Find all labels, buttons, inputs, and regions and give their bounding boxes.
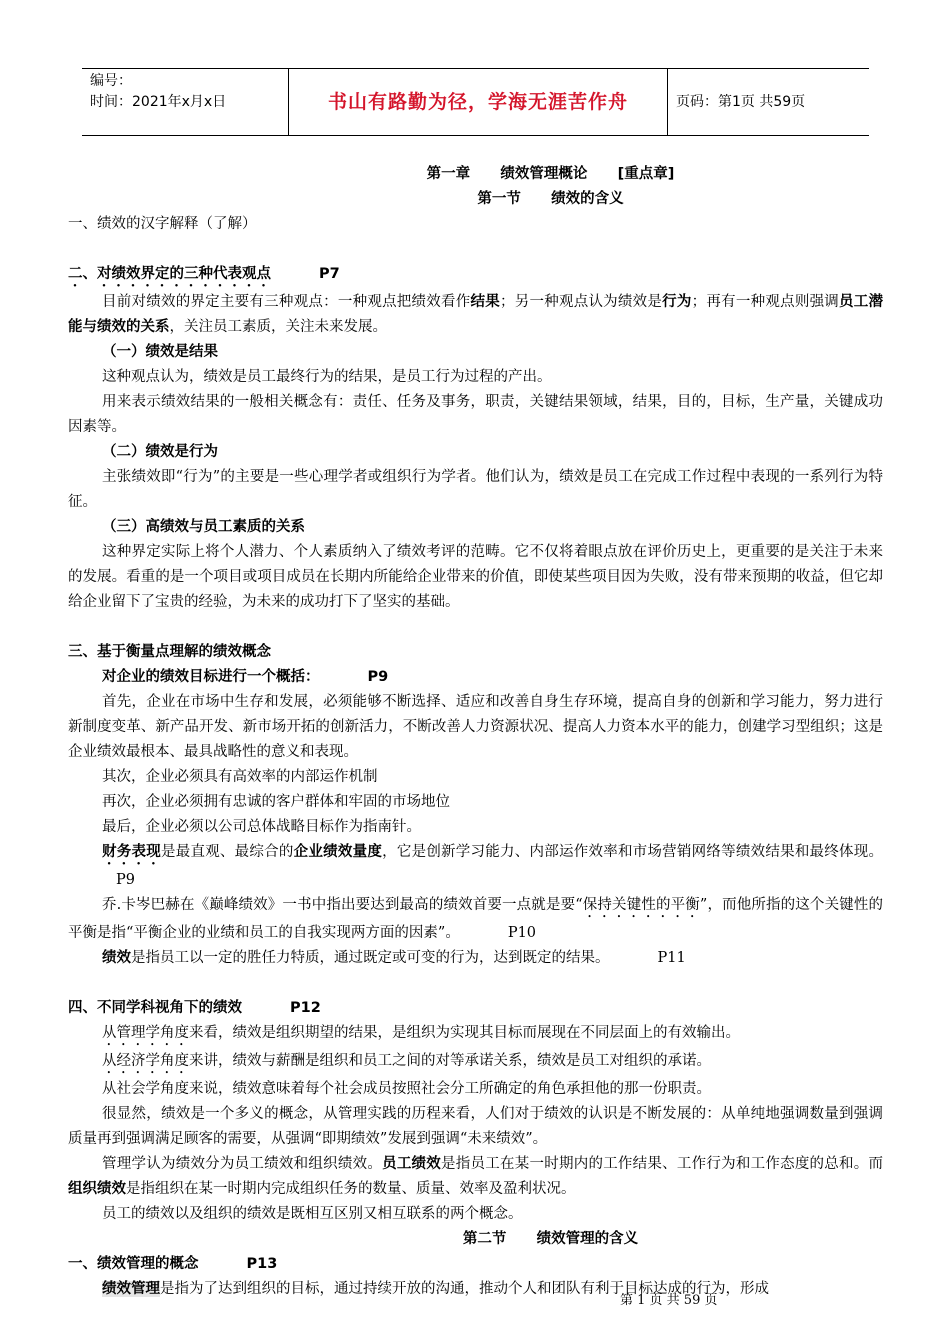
page-footer: 第 1 页 共 59 页 [620, 1293, 718, 1308]
s2-sub3: （三）高绩效与员工素质的关系 [102, 519, 305, 535]
s2-title: 二、对绩效界定的三种代表观点 P7 [68, 266, 340, 282]
s3-p5: 财务表现是最直观、最综合的企业绩效量度，它是创新学习能力、内部运作效率和市场营销网络等绩效结果和最终体现。P9 [102, 844, 884, 888]
document-body [68, 162, 883, 1302]
s2-intro: 目前对绩效的界定主要有三种观点：一种观点把绩效看作结果；另一种观点认为绩效是行为；再有一种观点则强调员工潜能与绩效的关系，关注员工素质，关注未来发展。 [68, 294, 884, 335]
s21-title: 一、绩效管理的概念 P13 [68, 1256, 278, 1272]
s4-p2: 从经济学角度来讲，绩效与薪酬是组织和员工之间的对等承诺关系，绩效是员工对组织的承诺。 [102, 1053, 711, 1069]
s3-p6: 乔.卡岑巴赫在《巅峰绩效》一书中指出要达到最高的绩效首要一点就是要“保持关键性的平衡”，而他所指的这个关键性的平衡是指“平衡企业的业绩和员工的自我实现两方面的因素”。 P10 [68, 897, 883, 941]
header-meta [82, 69, 289, 135]
time-label: 时间：2021年x月x日 [90, 94, 227, 110]
s4-p1: 从管理学角度来看，绩效是组织期望的结果，是组织为实现其目标而展现在不同层面上的有效输出。 [102, 1025, 740, 1041]
s21-p1: 绩效管理是指为了达到组织的目标，通过持续开放的沟通，推动个人和团队有利于目标达成的行为，形成 [102, 1281, 769, 1297]
s3-title: 三、基于衡量点理解的绩效概念 [68, 644, 271, 660]
s3-sub: 对企业的绩效目标进行一个概括： P9 [102, 669, 389, 685]
s4-p4: 很显然，绩效是一个多义的概念，从管理实践的历程来看，人们对于绩效的认识是不断发展的：从单纯地强调数量到强调质量再到强调满足顾客的需要，从强调“即期绩效”发展到强调“未来绩效”。 [68, 1106, 883, 1147]
s2-sub1-p2: 用来表示绩效结果的一般相关概念有：责任、任务及事务，职责，关键结果领域，结果，目的，目标，生产量，关键成功因素等。 [68, 394, 883, 435]
s4-p3: 从社会学角度来说，绩效意味着每个社会成员按照社会分工所确定的角色承担他的那一份职责。 [102, 1081, 711, 1097]
s3-p4: 最后，企业必须以公司总体战略目标作为指南针。 [102, 819, 421, 835]
header-page-cell [668, 69, 869, 135]
s2-sub3-p1: 这种界定实际上将个人潜力、个人素质纳入了绩效考评的范畴。它不仅将着眼点放在评价历史上，更重要的是关注于未来的发展。看重的是一个项目或项目成员在长期内所能给企业带来的价值，即使某些项目因为失败，没有带来预期的收益，但它却给企业留下了宝贵的经验，为未来的成功打下了坚实的基础。 [68, 544, 883, 610]
motto: 书山有路勤为径，学海无涯苦作舟 [327, 90, 628, 113]
section2-title: 第二节 绩效管理的含义 [462, 1231, 639, 1247]
s2-sub1-p1: 这种观点认为，绩效是员工最终行为的结果，是员工行为过程的产出。 [102, 369, 552, 385]
header-motto-cell [289, 69, 668, 135]
s3-p7: 绩效是指员工以一定的胜任力特质，通过既定或可变的行为，达到既定的结果。 P11 [102, 950, 686, 966]
s3-p3: 再次，企业必须拥有忠诚的客户群体和牢固的市场地位 [102, 794, 450, 810]
header-table [82, 68, 869, 136]
s2-sub2: （二）绩效是行为 [102, 444, 218, 460]
number-label: 编号： [90, 73, 132, 89]
page-label: 页码：第1页 共59页 [676, 93, 806, 110]
chapter-title: 第一章 绩效管理概论 [重点章] [426, 166, 675, 182]
s3-p1: 首先，企业在市场中生存和发展，必须能够不断选择、适应和改善自身生存环境，提高自身的创新和学习能力，努力进行新制度变革、新产品开发、新市场开拓的创新活力，不断改善人力资源状况、提高人力资本水平的能力，创建学习型组织；这是企业绩效最根本、最具战略性的意义和表现。 [68, 694, 883, 760]
section1-title: 第一节 绩效的含义 [477, 191, 624, 207]
s4-p5: 管理学认为绩效分为员工绩效和组织绩效。员工绩效是指员工在某一时期内的工作结果、工作行为和工作态度的总和。而组织绩效是指组织在某一时期内完成组织任务的数量、质量、效率及盈利状况。 [68, 1156, 884, 1197]
s4-p6: 员工的绩效以及组织的绩效是既相互区别又相互联系的两个概念。 [102, 1206, 523, 1222]
s2-sub2-p1: 主张绩效即“行为”的主要是一些心理学者或组织行为学者。他们认为，绩效是员工在完成工作过程中表现的一系列行为特征。 [68, 469, 883, 510]
s3-p2: 其次，企业必须具有高效率的内部运作机制 [102, 769, 378, 785]
s2-ref: P7 [319, 266, 340, 282]
s2-sub1: （一）绩效是结果 [102, 344, 218, 360]
s4-title: 四、不同学科视角下的绩效 P12 [68, 1000, 321, 1016]
s1-title: 一、绩效的汉字解释（了解） [68, 216, 257, 232]
